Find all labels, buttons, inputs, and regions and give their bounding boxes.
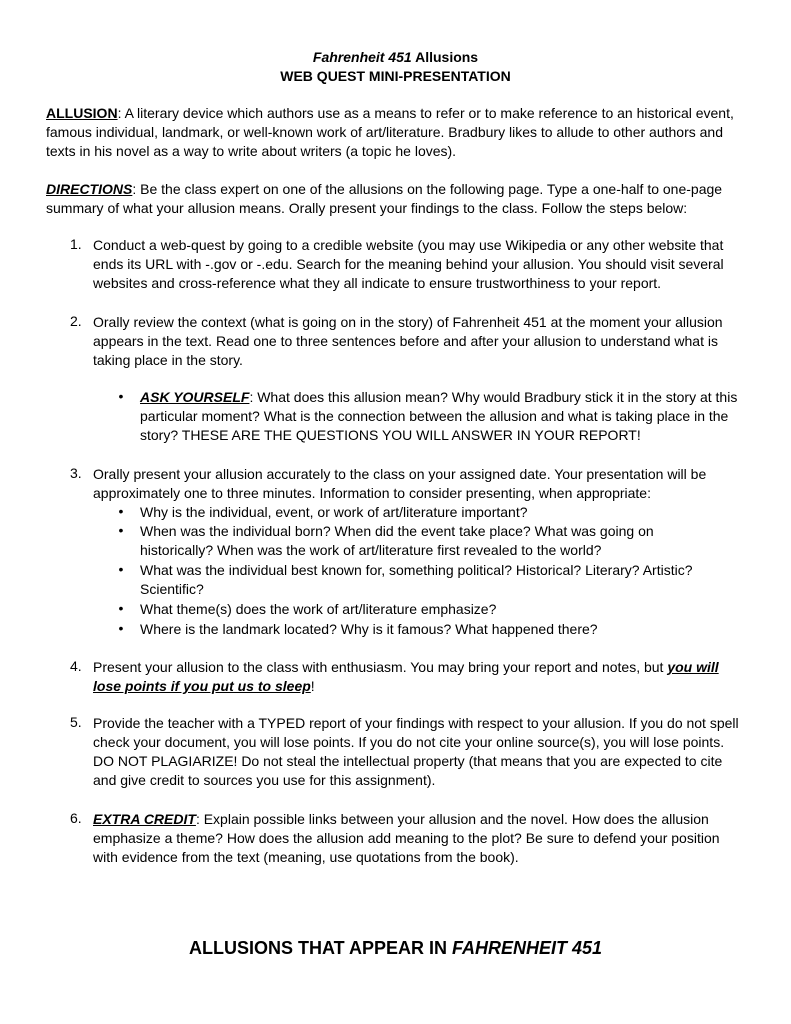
document-title: [0, 48, 791, 66]
step-2-text: Orally review the context (what is going on in the story) of Fahrenheit 451 at the moment your allusion appears in the text. Read one to three sentences before and after your allusion to understand what is taking place in the story.: [93, 314, 723, 368]
step-4-main: Present your allusion to the class with enthusiasm. You may bring your report and notes, but: [93, 659, 668, 675]
consider-bullet: What was the individual best known for, something political? Historical? Literary? Artistic? Scientific?: [140, 562, 693, 597]
ask-yourself-label: ASK YOURSELF: [140, 389, 250, 405]
step-number: 5.: [70, 714, 82, 730]
title-rest: Allusions: [411, 49, 479, 65]
title-book-name: Fahrenheit 451: [312, 49, 412, 65]
bullet-icon: •: [118, 561, 124, 577]
allusions-heading-prefix: ALLUSIONS THAT APPEAR IN: [188, 938, 452, 958]
consider-bullet: Where is the landmark located? Why is it famous? What happened there?: [140, 621, 598, 637]
document-subtitle: WEB QUEST MINI-PRESENTATION: [280, 68, 511, 84]
step-number: 2.: [70, 313, 82, 329]
step-4-tail: !: [310, 678, 315, 694]
step-3-text: Orally present your allusion accurately to the class on your assigned date. Your presentation will be approximately one to three minutes. Information to consider presenting, when appropriate:: [93, 466, 707, 501]
allusion-term: ALLUSION: [46, 105, 118, 121]
step-number: 3.: [70, 465, 82, 481]
extra-credit-label: EXTRA CREDIT: [93, 811, 196, 827]
step-4-text: [93, 658, 748, 696]
bullet-icon: •: [118, 503, 124, 519]
allusion-definition: [46, 104, 746, 161]
directions-paragraph: [46, 180, 746, 218]
directions-term: DIRECTIONS: [46, 181, 133, 197]
step-1-text: Conduct a web-quest by going to a credible website (you may use Wikipedia or any other website that ends its URL with -.gov or -.edu. Search for the meaning behind your allusion. You should visit several websites and cross-reference what they all indicate to ensure trustworthiness to your report.: [93, 237, 724, 291]
step-5-text: Provide the teacher with a TYPED report of your findings with respect to your allusion. If you do not spell check your document, you will lose points. If you do not cite your online source(s), you will lose points. DO NOT PLAGIARIZE! Do not steal the intellectual property (that means that you are expected to cite and give credit to sources you use for this assignment).: [93, 715, 739, 788]
bullet-icon: •: [118, 600, 124, 616]
ask-yourself-item: [140, 388, 740, 445]
step-6-text: [93, 810, 748, 867]
consider-bullet: When was the individual born? When did the event take place? What was going on historically? When was the work of art/literature first revealed to the world?: [140, 523, 654, 558]
allusion-definition-text: : A literary device which authors use as a means to refer or to make reference to an historical event, famous individual, landmark, or well-known work of art/literature. Bradbury likes to allude to other authors and texts in his novel as a way to write about writers (a topic he loves).: [46, 105, 734, 159]
bullet-icon: •: [118, 620, 124, 636]
step-6-body: : Explain possible links between your allusion and the novel. How does the allusion emphasize a theme? How does the allusion add meaning to the plot? Be sure to defend your position with evidence from the text (meaning, use quotations from the book).: [93, 811, 720, 865]
step-number: 4.: [70, 658, 82, 674]
consider-bullet: What theme(s) does the work of art/literature emphasize?: [140, 601, 497, 617]
step-number: 1.: [70, 236, 82, 252]
ask-yourself-text: : What does this allusion mean? Why would Bradbury stick it in the story at this particular moment? What is the connection between the allusion and what is taking place in the story? THESE ARE THE QUESTIONS YOU WILL ANSWER IN YOUR REPORT!: [140, 389, 738, 443]
consider-bullet: Why is the individual, event, or work of art/literature important?: [140, 504, 528, 520]
step-number: 6.: [70, 810, 82, 826]
allusions-heading-book: FAHRENHEIT 451: [451, 938, 603, 958]
bullet-icon: •: [118, 522, 124, 538]
directions-text: : Be the class expert on one of the allusions on the following page. Type a one-half to one-page summary of what your allusion means. Orally present your findings to the class. Follow the steps below:: [46, 181, 723, 216]
bullet-icon: •: [118, 388, 124, 404]
allusions-heading: [0, 936, 791, 960]
step-4-emphasis: you will lose points if you put us to sleep: [93, 659, 719, 694]
